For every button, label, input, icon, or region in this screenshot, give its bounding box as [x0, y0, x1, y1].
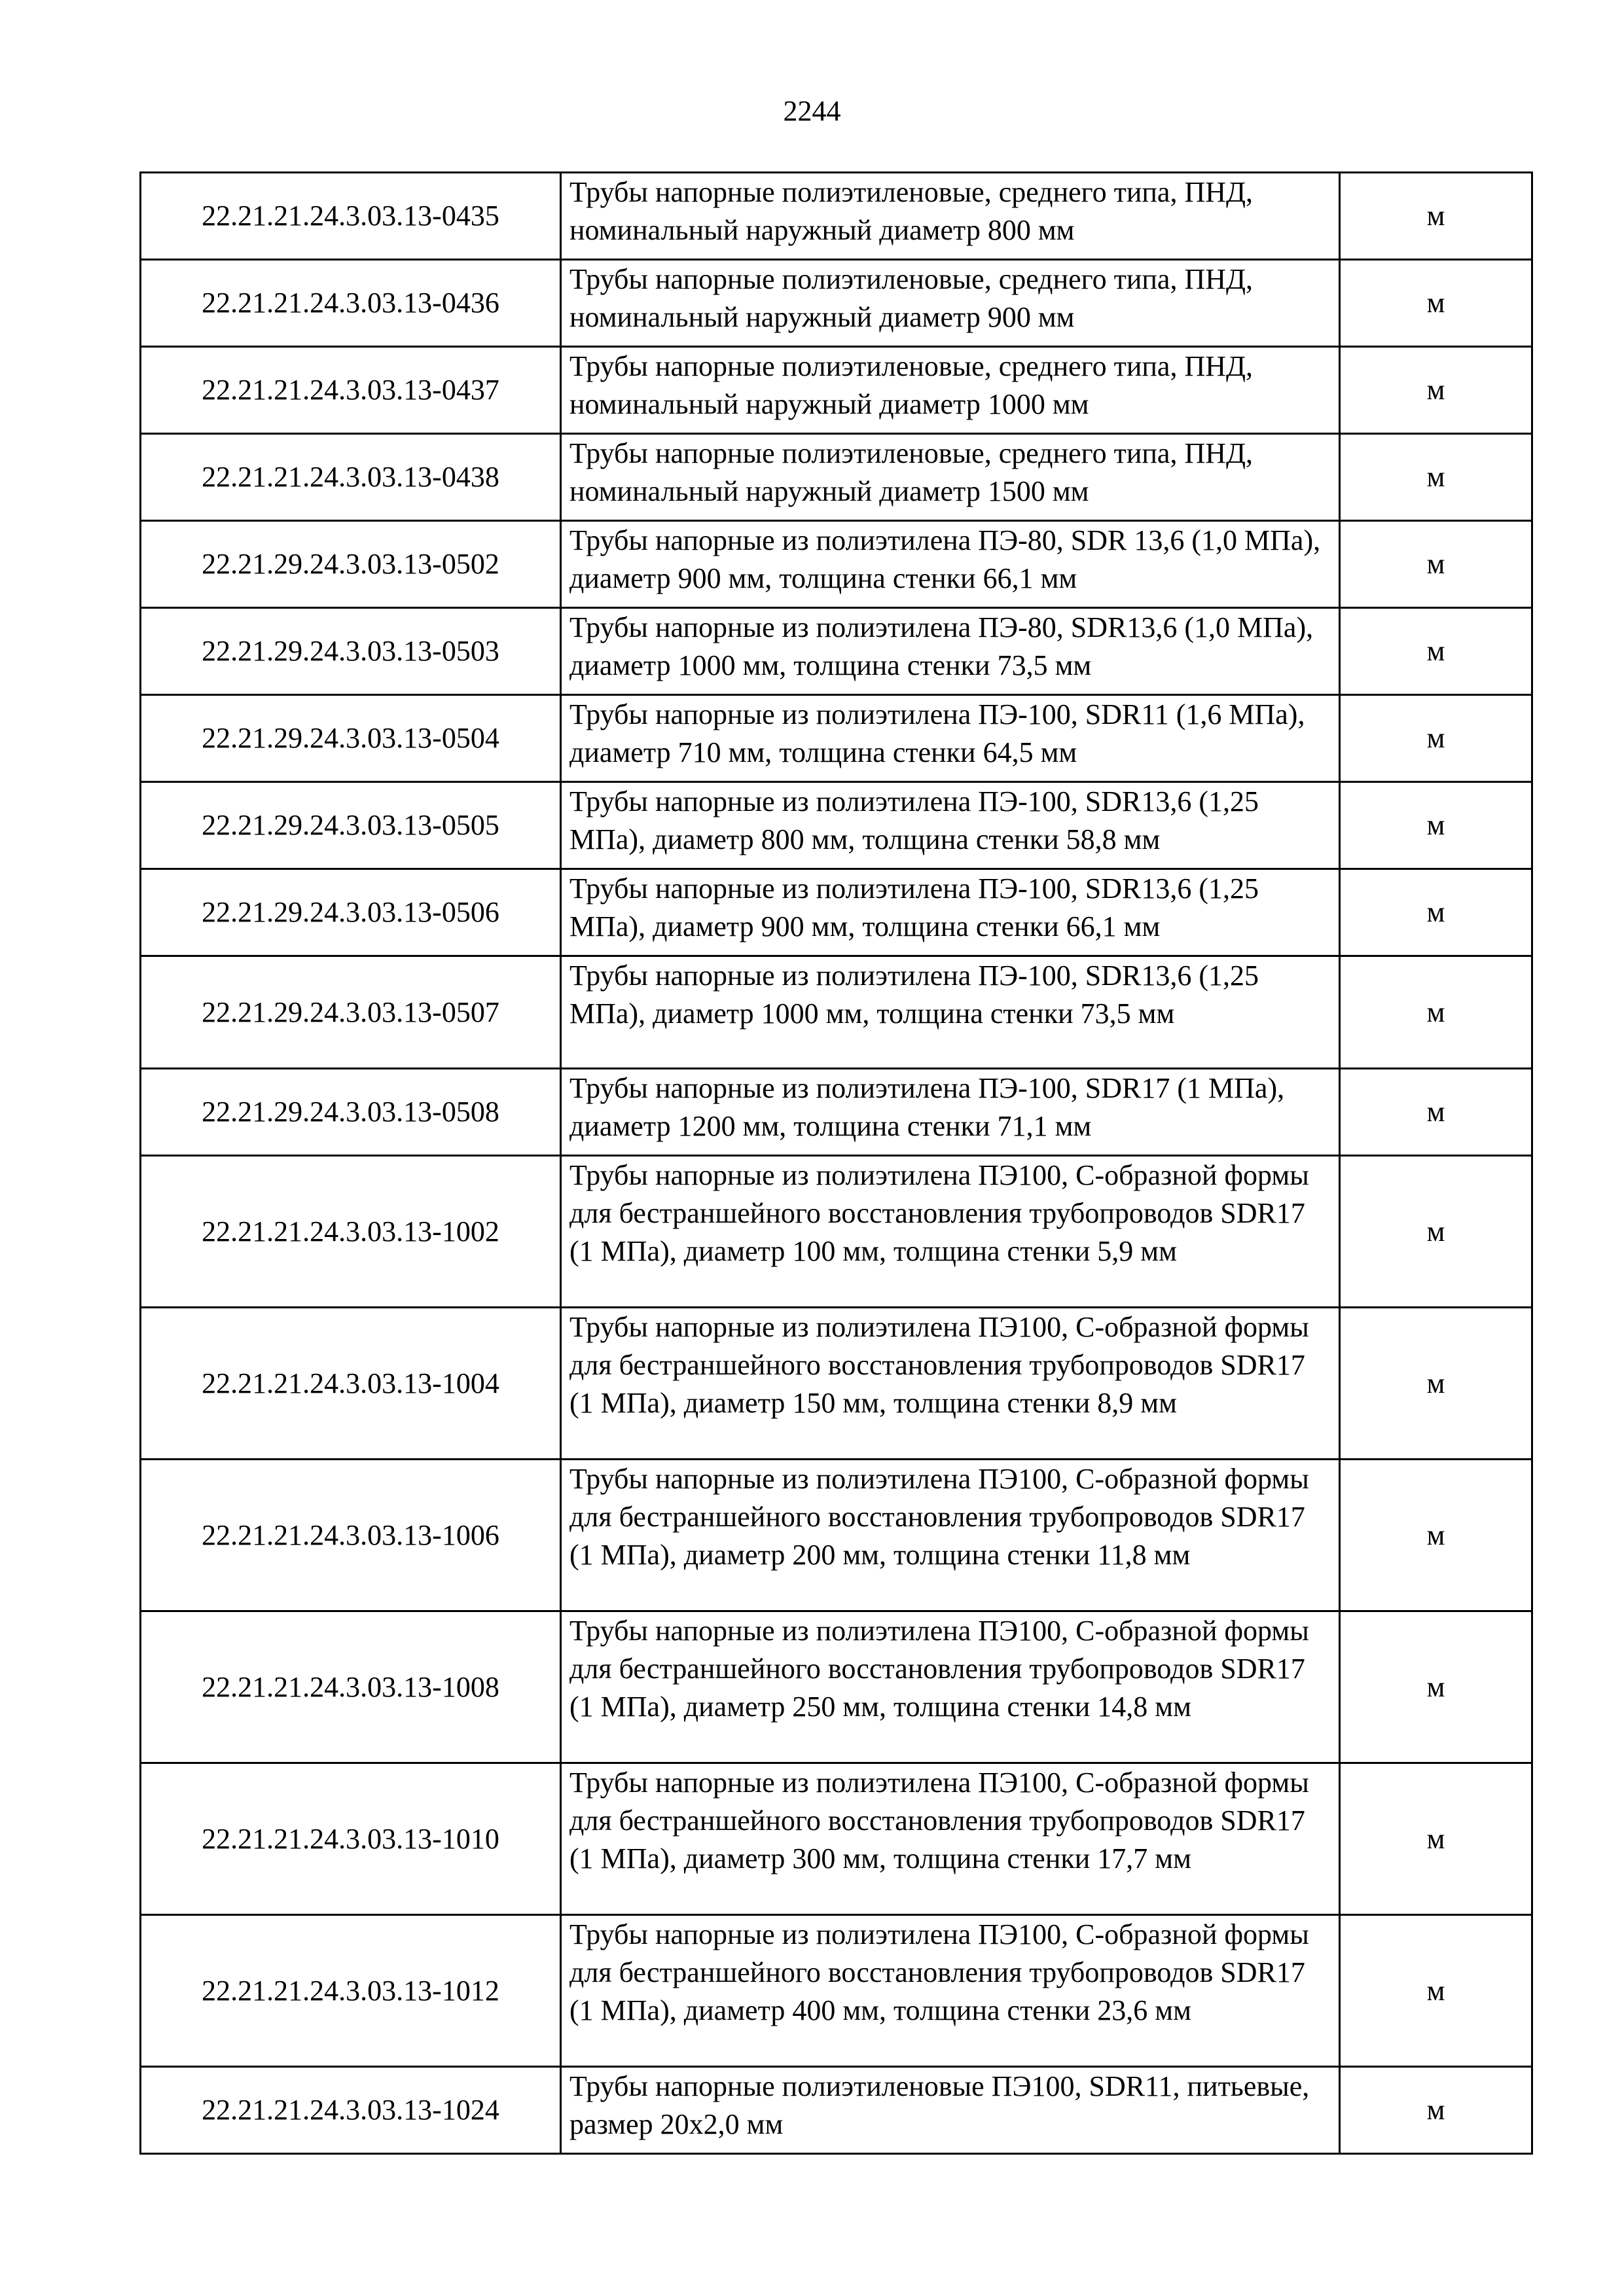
table-row — [141, 260, 1532, 347]
table-row — [141, 2067, 1532, 2154]
table-row — [141, 1611, 1532, 1763]
item-code: 22.21.29.24.3.03.13-0506 — [141, 869, 561, 956]
item-code: 22.21.29.24.3.03.13-0507 — [141, 956, 561, 1069]
item-description: Трубы напорные полиэтиленовые ПЭ100, SDR11, питьевые, размер 20х2,0 мм — [561, 2067, 1340, 2154]
item-unit: м — [1340, 260, 1532, 347]
item-unit: м — [1340, 956, 1532, 1069]
table-row — [141, 1069, 1532, 1156]
item-unit: м — [1340, 869, 1532, 956]
item-unit: м — [1340, 2067, 1532, 2154]
page-number: 2244 — [783, 95, 841, 127]
item-code: 22.21.21.24.3.03.13-1006 — [141, 1460, 561, 1611]
item-description: Трубы напорные из полиэтилена ПЭ100, С-образной формы для бестраншейного восстановления трубопроводов SDR17 (1 МПа), диаметр 200 мм, толщина стенки 11,8 мм — [561, 1460, 1340, 1611]
item-code: 22.21.21.24.3.03.13-1024 — [141, 2067, 561, 2154]
item-code: 22.21.21.24.3.03.13-1010 — [141, 1763, 561, 1915]
item-description: Трубы напорные из полиэтилена ПЭ-100, SDR13,6 (1,25 МПа), диаметр 900 мм, толщина стенки 66,1 мм — [561, 869, 1340, 956]
item-code: 22.21.21.24.3.03.13-1008 — [141, 1611, 561, 1763]
table-row — [141, 1156, 1532, 1308]
item-code: 22.21.29.24.3.03.13-0504 — [141, 695, 561, 782]
item-code: 22.21.29.24.3.03.13-0502 — [141, 521, 561, 608]
item-unit: м — [1340, 1156, 1532, 1308]
item-description: Трубы напорные из полиэтилена ПЭ-100, SDR13,6 (1,25 МПа), диаметр 1000 мм, толщина стенки 73,5 мм — [561, 956, 1340, 1069]
table-row — [141, 1763, 1532, 1915]
item-description: Трубы напорные из полиэтилена ПЭ100, С-образной формы для бестраншейного восстановления трубопроводов SDR17 (1 МПа), диаметр 300 мм, толщина стенки 17,7 мм — [561, 1763, 1340, 1915]
item-code: 22.21.21.24.3.03.13-1004 — [141, 1308, 561, 1460]
item-description: Трубы напорные из полиэтилена ПЭ100, С-образной формы для бестраншейного восстановления трубопроводов SDR17 (1 МПа), диаметр 150 мм, толщина стенки 8,9 мм — [561, 1308, 1340, 1460]
item-description: Трубы напорные из полиэтилена ПЭ-100, SDR11 (1,6 МПа), диаметр 710 мм, толщина стенки 64,5 мм — [561, 695, 1340, 782]
item-code: 22.21.21.24.3.03.13-0435 — [141, 173, 561, 260]
item-unit: м — [1340, 1069, 1532, 1156]
item-code: 22.21.21.24.3.03.13-0436 — [141, 260, 561, 347]
item-description: Трубы напорные из полиэтилена ПЭ100, С-образной формы для бестраншейного восстановления трубопроводов SDR17 (1 МПа), диаметр 100 мм, толщина стенки 5,9 мм — [561, 1156, 1340, 1308]
item-unit: м — [1340, 1763, 1532, 1915]
table-row — [141, 956, 1532, 1069]
item-unit: м — [1340, 521, 1532, 608]
item-code: 22.21.21.24.3.03.13-1002 — [141, 1156, 561, 1308]
item-description: Трубы напорные из полиэтилена ПЭ-80, SDR 13,6 (1,0 МПа), диаметр 900 мм, толщина стенки 66,1 мм — [561, 521, 1340, 608]
table-row — [141, 782, 1532, 869]
table-row — [141, 1460, 1532, 1611]
item-unit: м — [1340, 434, 1532, 521]
item-description: Трубы напорные из полиэтилена ПЭ100, С-образной формы для бестраншейного восстановления трубопроводов SDR17 (1 МПа), диаметр 400 мм, толщина стенки 23,6 мм — [561, 1915, 1340, 2067]
item-unit: м — [1340, 1308, 1532, 1460]
item-description: Трубы напорные полиэтиленовые, среднего типа, ПНД, номинальный наружный диаметр 1000 мм — [561, 347, 1340, 434]
item-code: 22.21.29.24.3.03.13-0505 — [141, 782, 561, 869]
table-row — [141, 1308, 1532, 1460]
item-unit: м — [1340, 173, 1532, 260]
item-unit: м — [1340, 695, 1532, 782]
item-unit: м — [1340, 782, 1532, 869]
item-code: 22.21.21.24.3.03.13-0437 — [141, 347, 561, 434]
item-description: Трубы напорные полиэтиленовые, среднего типа, ПНД, номинальный наружный диаметр 900 мм — [561, 260, 1340, 347]
item-code: 22.21.29.24.3.03.13-0508 — [141, 1069, 561, 1156]
item-unit: м — [1340, 608, 1532, 695]
table-row — [141, 608, 1532, 695]
item-description: Трубы напорные из полиэтилена ПЭ-80, SDR13,6 (1,0 МПа), диаметр 1000 мм, толщина стенки 73,5 мм — [561, 608, 1340, 695]
item-unit: м — [1340, 1915, 1532, 2067]
table-row — [141, 869, 1532, 956]
table-row — [141, 1915, 1532, 2067]
table-row — [141, 173, 1532, 260]
item-unit: м — [1340, 1611, 1532, 1763]
table-row — [141, 434, 1532, 521]
item-description: Трубы напорные полиэтиленовые, среднего типа, ПНД, номинальный наружный диаметр 1500 мм — [561, 434, 1340, 521]
table-row — [141, 695, 1532, 782]
item-unit: м — [1340, 347, 1532, 434]
item-code: 22.21.21.24.3.03.13-0438 — [141, 434, 561, 521]
materials-table — [139, 171, 1533, 2155]
item-description: Трубы напорные из полиэтилена ПЭ-100, SDR13,6 (1,25 МПа), диаметр 800 мм, толщина стенки 58,8 мм — [561, 782, 1340, 869]
item-unit: м — [1340, 1460, 1532, 1611]
table-row — [141, 521, 1532, 608]
item-description: Трубы напорные из полиэтилена ПЭ-100, SDR17 (1 МПа), диаметр 1200 мм, толщина стенки 71,1 мм — [561, 1069, 1340, 1156]
item-code: 22.21.29.24.3.03.13-0503 — [141, 608, 561, 695]
item-description: Трубы напорные из полиэтилена ПЭ100, С-образной формы для бестраншейного восстановления трубопроводов SDR17 (1 МПа), диаметр 250 мм, толщина стенки 14,8 мм — [561, 1611, 1340, 1763]
table-row — [141, 347, 1532, 434]
item-code: 22.21.21.24.3.03.13-1012 — [141, 1915, 561, 2067]
item-description: Трубы напорные полиэтиленовые, среднего типа, ПНД, номинальный наружный диаметр 800 мм — [561, 173, 1340, 260]
